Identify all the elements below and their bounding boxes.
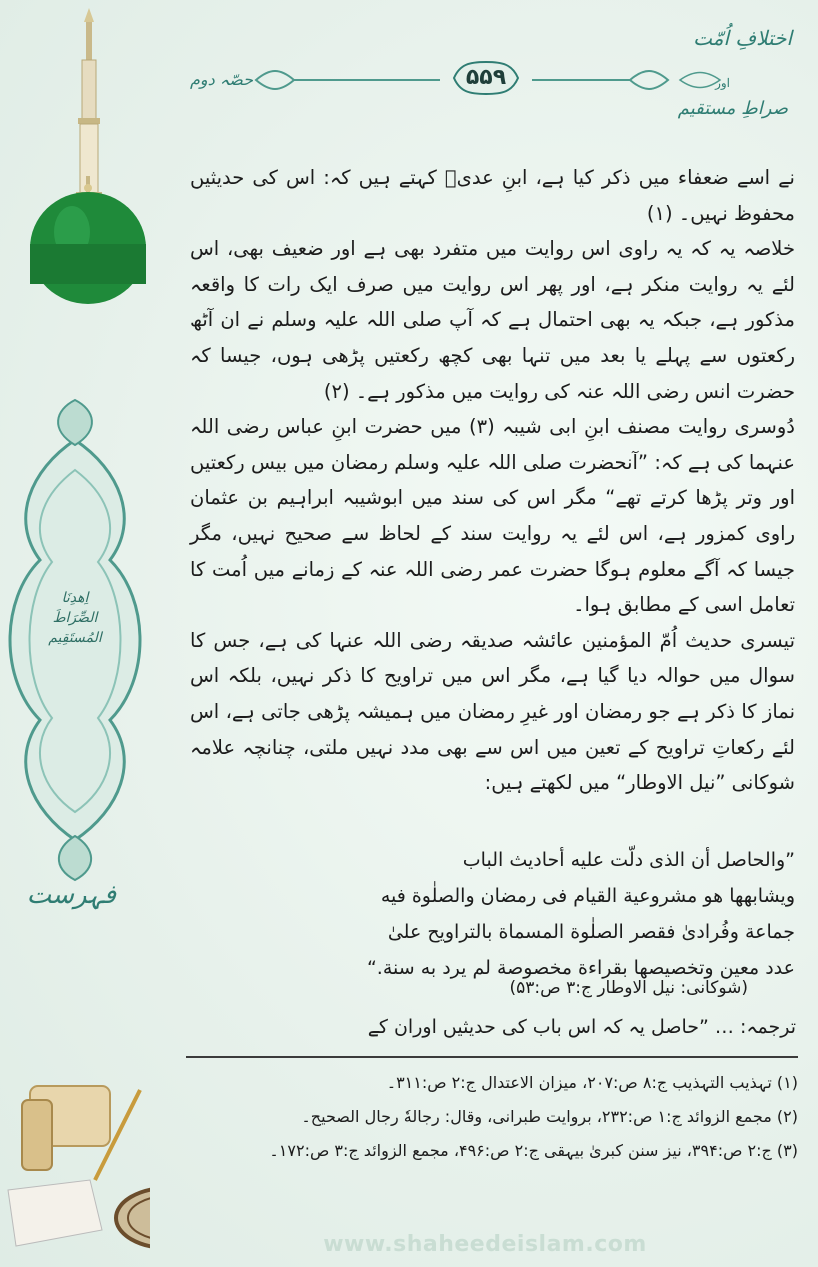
contents-link[interactable]: فہرست [26, 880, 116, 910]
website-link[interactable]: www.shaheedeislam.com [323, 1232, 647, 1257]
quote-line-2: ويشابهها هو مشروعية القيام فى رمضان والصلٰوة فيه [380, 885, 795, 907]
quote-line-1: ”والحاصل أن الذى دلّت عليه أحاديث الباب [462, 849, 795, 871]
footnote-2: (۲) مجمع الزوائد ج:۱ ص:۲۳۲، بروایت طبرانی، وقال: رجالهٗ رجال الصحيح۔ [301, 1107, 798, 1126]
footnote-1: (۱) تہذیب التہذیب ج:۸ ص:۲۰۷، میزان الاعتدال ج:۲ ص:۳۱۱۔ [386, 1073, 798, 1092]
footnote-3: (۳) ج:۲ ص:۳۹۴، نیز سنن کبریٰ بیہقی ج:۲ ص:۴۹۶، مجمع الزوائد ج:۳ ص:۱۷۲۔ [269, 1141, 798, 1160]
green-dome-icon [30, 176, 146, 304]
paragraph-2: خلاصہ یہ کہ یہ راوی اس روایت میں متفرد بھی ہے اور ضعیف بھی، اس لئے یہ روایت منکر ہے، اور پھر اس روایت میں صرف ایک رات کا واقعہ مذکور ہے، جبکہ یہ بھی احتمال ہے کہ آپ صلی اللہ علیہ وسلم نے ان آٹھ رکعتوں سے پہلے یا بعد میں تنہا بھی کچھ رکعتیں پڑھی ہوں، جیسا کہ حضرت انس رضی اللہ عنہ کی روایت میں مذکور ہے۔ (۲) [190, 237, 795, 403]
seal-logo [116, 1188, 150, 1248]
page-header [160, 18, 800, 128]
footnote-divider [186, 1056, 798, 1058]
main-text [190, 160, 795, 801]
citation: (شوکانی: نیل الاوطار ج:۳ ص:۵۳) [509, 978, 748, 998]
footnotes [186, 1066, 798, 1168]
section-label: حصّہ دوم [190, 70, 253, 89]
arabic-quote [262, 842, 795, 986]
paragraph-4: تیسری حدیث اُمّ المؤمنین عائشہ صدیقہ رضی اللہ عنہا کی ہے، جس کا سوال میں حوالہ دیا گیا ہے، مگر اس میں تراویح کا ذکر نہیں، بلکہ اس نماز کا ذکر ہے جو رمضان اور غیرِ رمضان میں ہمیشہ پڑھی جاتی ہے، اس لئے رکعاتِ تراویح کے تعین میں اس سے بھی مدد نہیں ملتی، چنانچہ علامہ شوکانی ”نیل الاوطار“ میں لکھتے ہیں: [190, 628, 795, 795]
minaret-icon [76, 8, 102, 198]
quote-line-3: جماعة وفُرادىٰ فقصر الصلٰوة المسماة بالتراويح علىٰ [387, 921, 795, 943]
page-number: ۵۵۹ [465, 65, 507, 90]
book-title-top: اختلافِ اُمّت [693, 26, 792, 50]
book-title-bottom: صراطِ مستقیم [677, 98, 788, 119]
translation-line: ترجمہ: … ”حاصل یہ کہ اس باب کی حدیثیں اوران کے [367, 1016, 796, 1038]
panel-verse: اِهدِنَا الصِّرَاطَ المُستَقِيم [48, 590, 102, 646]
book-title-mid: اور [715, 76, 730, 90]
quote-line-4: عدد معين وتخصيصها بقراءة مخصوصة لم يرد به سنة.“ [366, 957, 795, 979]
paragraph-1: نے اسے ضعفاء میں ذکر کیا ہے، ابنِ عدیؒ کہتے ہیں کہ: اس کی حدیثیں محفوظ نہیں۔ (۱) [190, 166, 795, 225]
paragraph-3: دُوسری روایت مصنف ابنِ ابی شیبہ (۳) میں حضرت ابنِ عباس رضی اللہ عنہما کی ہے کہ: ”آنحضرت صلی اللہ علیہ وسلم رمضان میں بیس رکعتیں اور وتر پڑھا کرتے تھے“ مگر اس کی سند میں ابوشیبہ ابراہیم بن عثمان راوی کمزور ہے، اس لئے یہ روایت سند کے لحاظ سے صحیح نہیں، مگر جیسا کہ آگے معلوم ہوگا حضرت عمر رضی اللہ عنہ کے زمانے میں اُمت کا تعامل اسی کے مطابق ہوا۔ [190, 415, 795, 617]
page-number-badge [448, 60, 524, 96]
